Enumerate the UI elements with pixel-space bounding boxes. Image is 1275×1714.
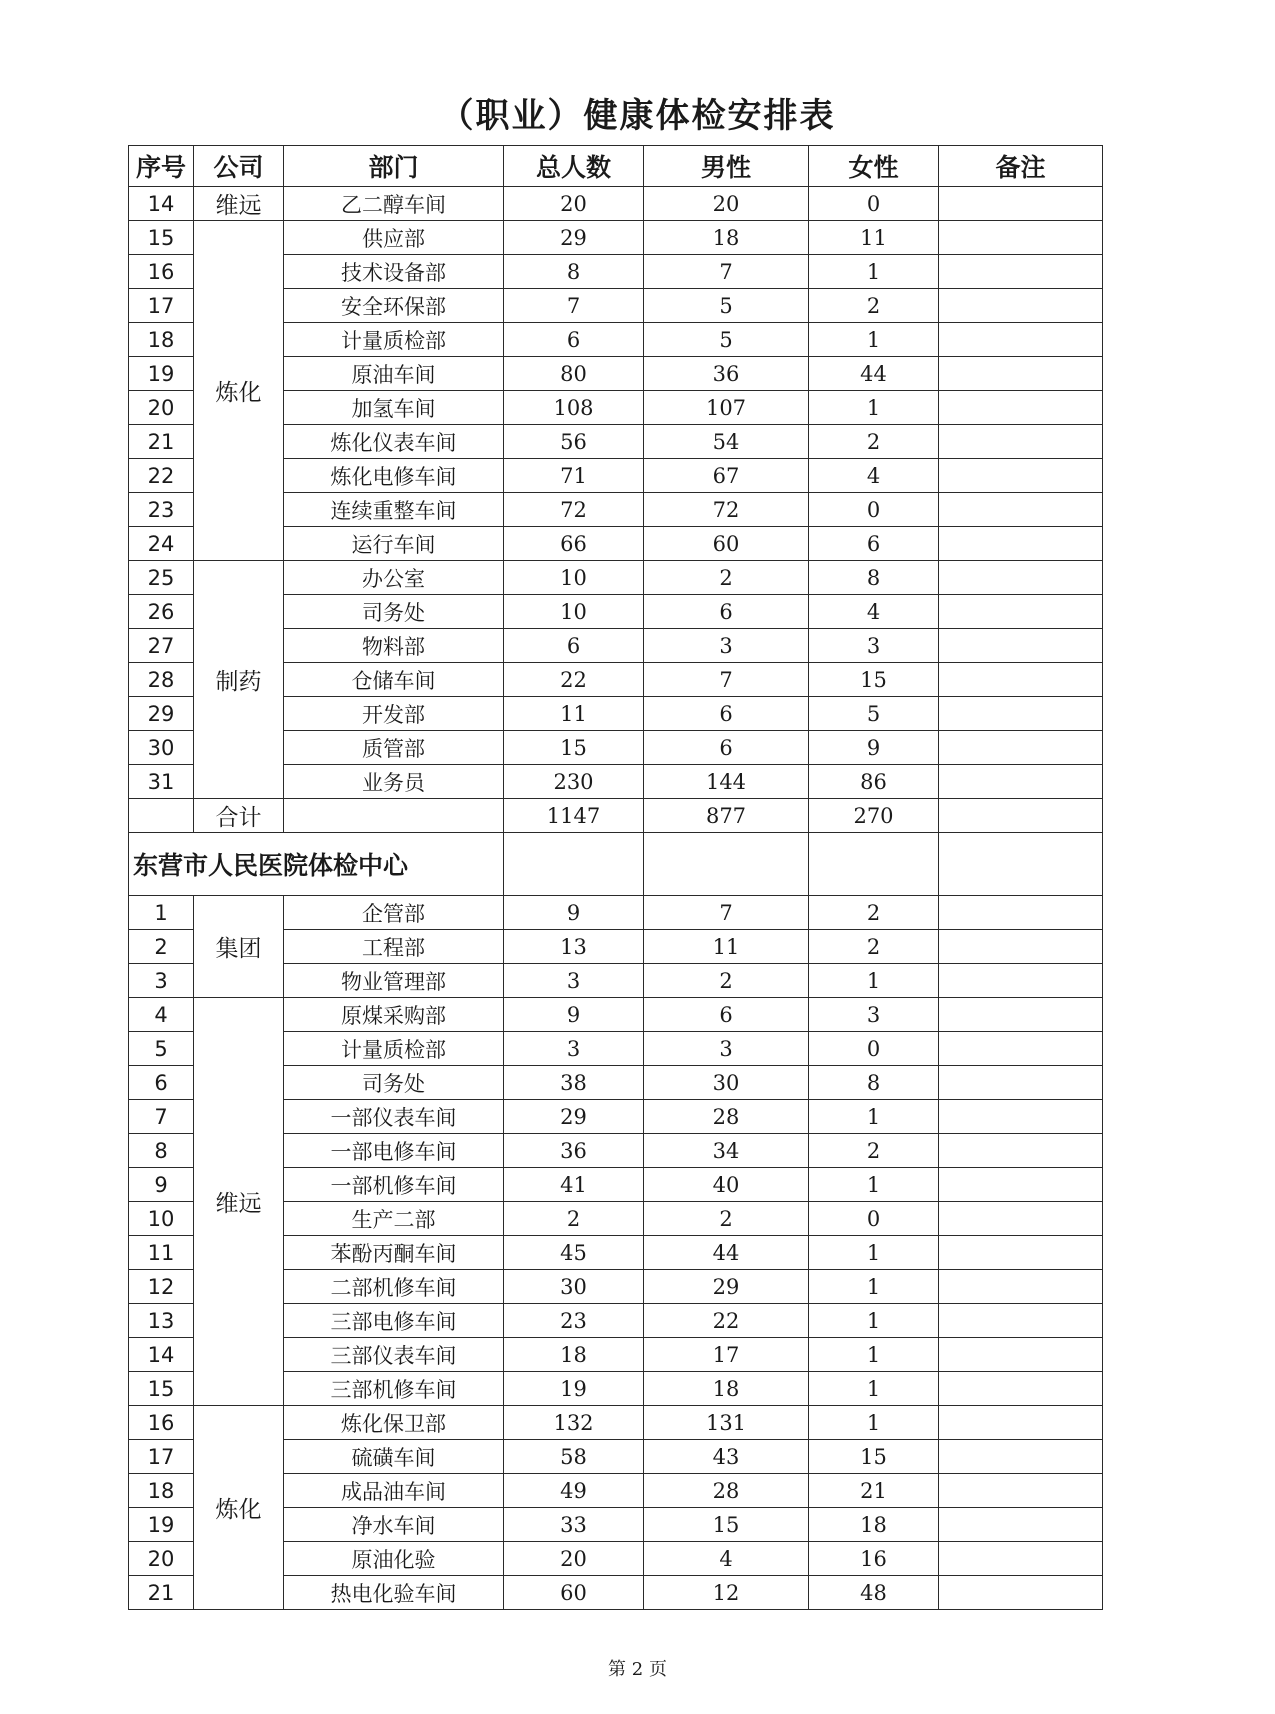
header-dept: 部门 [284, 146, 504, 187]
row-male: 72 [644, 493, 809, 527]
row-dept: 原煤采购部 [284, 998, 504, 1032]
row-male: 4 [644, 1542, 809, 1576]
row-male: 6 [644, 731, 809, 765]
table-header [129, 146, 1103, 187]
row-total: 30 [504, 1270, 644, 1304]
row-male: 2 [644, 964, 809, 998]
row-total: 13 [504, 930, 644, 964]
row-total: 10 [504, 561, 644, 595]
total-dept [284, 799, 504, 833]
row-seq: 27 [129, 629, 194, 663]
row-total: 19 [504, 1372, 644, 1406]
row-female: 1 [809, 1406, 939, 1440]
row-remarks [939, 255, 1103, 289]
row-dept: 净水车间 [284, 1508, 504, 1542]
row-dept: 炼化电修车间 [284, 459, 504, 493]
row-total: 2 [504, 1202, 644, 1236]
row-female: 1 [809, 323, 939, 357]
table-row [129, 561, 1103, 595]
row-female: 48 [809, 1576, 939, 1610]
row-male: 22 [644, 1304, 809, 1338]
row-remarks [939, 1406, 1103, 1440]
row-male: 18 [644, 221, 809, 255]
row-seq: 19 [129, 357, 194, 391]
row-seq: 7 [129, 1100, 194, 1134]
row-remarks [939, 221, 1103, 255]
row-male: 17 [644, 1338, 809, 1372]
row-seq: 25 [129, 561, 194, 595]
row-male: 12 [644, 1576, 809, 1610]
row-dept: 成品油车间 [284, 1474, 504, 1508]
row-dept: 运行车间 [284, 527, 504, 561]
row-dept: 开发部 [284, 697, 504, 731]
row-seq: 12 [129, 1270, 194, 1304]
row-remarks [939, 765, 1103, 799]
row-remarks [939, 425, 1103, 459]
row-female: 11 [809, 221, 939, 255]
total-label: 合计 [194, 799, 284, 833]
row-female: 86 [809, 765, 939, 799]
row-seq: 30 [129, 731, 194, 765]
row-dept: 物料部 [284, 629, 504, 663]
row-female: 0 [809, 493, 939, 527]
row-remarks [939, 1032, 1103, 1066]
row-remarks [939, 527, 1103, 561]
row-male: 7 [644, 255, 809, 289]
row-remarks [939, 459, 1103, 493]
row-remarks [939, 1236, 1103, 1270]
row-male: 28 [644, 1474, 809, 1508]
row-total: 49 [504, 1474, 644, 1508]
row-female: 15 [809, 663, 939, 697]
row-total: 6 [504, 323, 644, 357]
row-total: 80 [504, 357, 644, 391]
row-total: 9 [504, 998, 644, 1032]
row-dept: 供应部 [284, 221, 504, 255]
row-remarks [939, 1542, 1103, 1576]
row-seq: 21 [129, 1576, 194, 1610]
row-total: 38 [504, 1066, 644, 1100]
row-remarks [939, 930, 1103, 964]
row-total: 18 [504, 1338, 644, 1372]
row-female: 5 [809, 697, 939, 731]
row-seq: 8 [129, 1134, 194, 1168]
row-female: 9 [809, 731, 939, 765]
row-remarks [939, 697, 1103, 731]
row-total: 11 [504, 697, 644, 731]
row-total: 20 [504, 1542, 644, 1576]
row-female: 1 [809, 391, 939, 425]
section-cell [809, 833, 939, 896]
row-dept: 一部机修车间 [284, 1168, 504, 1202]
row-remarks [939, 1338, 1103, 1372]
row-total: 56 [504, 425, 644, 459]
row-total: 22 [504, 663, 644, 697]
row-total: 3 [504, 1032, 644, 1066]
header-total: 总人数 [504, 146, 644, 187]
row-male: 36 [644, 357, 809, 391]
row-male: 6 [644, 998, 809, 1032]
total-female: 270 [809, 799, 939, 833]
row-company: 维远 [194, 187, 284, 221]
row-company: 集团 [194, 896, 284, 998]
row-company: 制药 [194, 561, 284, 799]
table-row [129, 1406, 1103, 1440]
row-remarks [939, 1508, 1103, 1542]
section-cell [504, 833, 644, 896]
row-total: 15 [504, 731, 644, 765]
row-seq: 17 [129, 1440, 194, 1474]
row-dept: 一部仪表车间 [284, 1100, 504, 1134]
row-male: 54 [644, 425, 809, 459]
row-seq: 14 [129, 187, 194, 221]
row-dept: 物业管理部 [284, 964, 504, 998]
row-male: 107 [644, 391, 809, 425]
row-female: 2 [809, 930, 939, 964]
row-dept: 司务处 [284, 595, 504, 629]
row-seq: 4 [129, 998, 194, 1032]
row-remarks [939, 1134, 1103, 1168]
row-male: 15 [644, 1508, 809, 1542]
row-remarks [939, 663, 1103, 697]
row-female: 4 [809, 595, 939, 629]
row-female: 6 [809, 527, 939, 561]
row-company: 炼化 [194, 221, 284, 561]
row-remarks [939, 896, 1103, 930]
row-dept: 三部电修车间 [284, 1304, 504, 1338]
row-dept: 计量质检部 [284, 1032, 504, 1066]
row-seq: 6 [129, 1066, 194, 1100]
header-company: 公司 [194, 146, 284, 187]
row-remarks [939, 561, 1103, 595]
row-male: 6 [644, 697, 809, 731]
row-remarks [939, 1270, 1103, 1304]
row-female: 16 [809, 1542, 939, 1576]
row-remarks [939, 1100, 1103, 1134]
row-total: 29 [504, 221, 644, 255]
row-male: 18 [644, 1372, 809, 1406]
header-seq: 序号 [129, 146, 194, 187]
row-dept: 炼化保卫部 [284, 1406, 504, 1440]
row-dept: 质管部 [284, 731, 504, 765]
row-dept: 工程部 [284, 930, 504, 964]
row-seq: 10 [129, 1202, 194, 1236]
row-total: 108 [504, 391, 644, 425]
row-male: 2 [644, 561, 809, 595]
row-male: 3 [644, 1032, 809, 1066]
row-female: 3 [809, 998, 939, 1032]
row-dept: 原油化验 [284, 1542, 504, 1576]
row-seq: 17 [129, 289, 194, 323]
row-total: 3 [504, 964, 644, 998]
row-total: 36 [504, 1134, 644, 1168]
table-summary [129, 799, 1103, 896]
section-cell [644, 833, 809, 896]
row-seq: 3 [129, 964, 194, 998]
row-remarks [939, 323, 1103, 357]
row-female: 8 [809, 1066, 939, 1100]
row-dept: 技术设备部 [284, 255, 504, 289]
table-row [129, 998, 1103, 1032]
row-total: 8 [504, 255, 644, 289]
row-company: 炼化 [194, 1406, 284, 1610]
row-total: 10 [504, 595, 644, 629]
row-seq: 23 [129, 493, 194, 527]
row-remarks [939, 1576, 1103, 1610]
row-male: 3 [644, 629, 809, 663]
row-total: 7 [504, 289, 644, 323]
row-female: 1 [809, 1338, 939, 1372]
row-female: 1 [809, 964, 939, 998]
row-total: 23 [504, 1304, 644, 1338]
row-seq: 15 [129, 221, 194, 255]
section-title: 东营市人民医院体检中心 [129, 833, 504, 896]
page-footer: 第 2 页 [608, 1659, 667, 1680]
row-remarks [939, 998, 1103, 1032]
row-female: 8 [809, 561, 939, 595]
row-female: 1 [809, 1270, 939, 1304]
row-dept: 企管部 [284, 896, 504, 930]
row-total: 60 [504, 1576, 644, 1610]
row-seq: 2 [129, 930, 194, 964]
row-remarks [939, 629, 1103, 663]
row-male: 40 [644, 1168, 809, 1202]
row-seq: 31 [129, 765, 194, 799]
row-female: 3 [809, 629, 939, 663]
row-dept: 苯酚丙酮车间 [284, 1236, 504, 1270]
row-total: 230 [504, 765, 644, 799]
row-female: 2 [809, 289, 939, 323]
row-seq: 9 [129, 1168, 194, 1202]
row-female: 44 [809, 357, 939, 391]
row-dept: 仓储车间 [284, 663, 504, 697]
row-seq: 16 [129, 1406, 194, 1440]
row-remarks [939, 1474, 1103, 1508]
total-male: 877 [644, 799, 809, 833]
row-seq: 20 [129, 391, 194, 425]
row-dept: 一部电修车间 [284, 1134, 504, 1168]
row-seq: 24 [129, 527, 194, 561]
section-cell [939, 833, 1103, 896]
row-total: 20 [504, 187, 644, 221]
row-seq: 5 [129, 1032, 194, 1066]
schedule-table [128, 145, 1103, 1610]
row-seq: 14 [129, 1338, 194, 1372]
row-company: 维远 [194, 998, 284, 1406]
row-female: 15 [809, 1440, 939, 1474]
row-female: 0 [809, 187, 939, 221]
row-total: 72 [504, 493, 644, 527]
row-remarks [939, 1202, 1103, 1236]
row-male: 29 [644, 1270, 809, 1304]
table-body-part2 [129, 896, 1103, 1610]
row-dept: 连续重整车间 [284, 493, 504, 527]
total-row [129, 799, 1103, 833]
row-total: 58 [504, 1440, 644, 1474]
row-dept: 计量质检部 [284, 323, 504, 357]
row-seq: 21 [129, 425, 194, 459]
row-female: 18 [809, 1508, 939, 1542]
row-female: 2 [809, 425, 939, 459]
table-body-part1 [129, 187, 1103, 799]
row-remarks [939, 1168, 1103, 1202]
row-total: 132 [504, 1406, 644, 1440]
row-female: 0 [809, 1202, 939, 1236]
table-row [129, 896, 1103, 930]
row-remarks [939, 187, 1103, 221]
page-title: （职业）健康体检安排表 [439, 96, 836, 136]
row-male: 11 [644, 930, 809, 964]
row-seq: 26 [129, 595, 194, 629]
row-male: 67 [644, 459, 809, 493]
row-seq: 1 [129, 896, 194, 930]
row-male: 6 [644, 595, 809, 629]
row-remarks [939, 391, 1103, 425]
row-seq: 18 [129, 1474, 194, 1508]
row-male: 44 [644, 1236, 809, 1270]
row-female: 1 [809, 1236, 939, 1270]
row-seq: 20 [129, 1542, 194, 1576]
row-male: 34 [644, 1134, 809, 1168]
row-dept: 安全环保部 [284, 289, 504, 323]
row-female: 0 [809, 1032, 939, 1066]
row-male: 43 [644, 1440, 809, 1474]
row-dept: 乙二醇车间 [284, 187, 504, 221]
row-male: 5 [644, 323, 809, 357]
row-dept: 加氢车间 [284, 391, 504, 425]
table-row [129, 187, 1103, 221]
row-male: 2 [644, 1202, 809, 1236]
row-seq: 18 [129, 323, 194, 357]
row-female: 4 [809, 459, 939, 493]
row-remarks [939, 731, 1103, 765]
row-male: 144 [644, 765, 809, 799]
row-total: 41 [504, 1168, 644, 1202]
row-remarks [939, 595, 1103, 629]
row-total: 33 [504, 1508, 644, 1542]
row-seq: 13 [129, 1304, 194, 1338]
section-row [129, 833, 1103, 896]
row-male: 28 [644, 1100, 809, 1134]
row-male: 20 [644, 187, 809, 221]
row-total: 29 [504, 1100, 644, 1134]
row-female: 1 [809, 1304, 939, 1338]
row-total: 45 [504, 1236, 644, 1270]
row-remarks [939, 1372, 1103, 1406]
header-female: 女性 [809, 146, 939, 187]
row-male: 7 [644, 896, 809, 930]
row-dept: 司务处 [284, 1066, 504, 1100]
row-female: 2 [809, 896, 939, 930]
row-total: 6 [504, 629, 644, 663]
row-dept: 原油车间 [284, 357, 504, 391]
row-male: 30 [644, 1066, 809, 1100]
row-seq: 22 [129, 459, 194, 493]
row-dept: 业务员 [284, 765, 504, 799]
row-female: 1 [809, 1168, 939, 1202]
row-remarks [939, 357, 1103, 391]
row-male: 60 [644, 527, 809, 561]
row-dept: 生产二部 [284, 1202, 504, 1236]
total-seq [129, 799, 194, 833]
table-row [129, 221, 1103, 255]
row-remarks [939, 964, 1103, 998]
row-dept: 硫磺车间 [284, 1440, 504, 1474]
row-remarks [939, 1066, 1103, 1100]
row-seq: 11 [129, 1236, 194, 1270]
header-remarks: 备注 [939, 146, 1103, 187]
row-remarks [939, 1440, 1103, 1474]
row-total: 71 [504, 459, 644, 493]
row-seq: 16 [129, 255, 194, 289]
row-female: 1 [809, 1372, 939, 1406]
row-male: 131 [644, 1406, 809, 1440]
row-dept: 三部仪表车间 [284, 1338, 504, 1372]
header-male: 男性 [644, 146, 809, 187]
row-remarks [939, 493, 1103, 527]
row-dept: 办公室 [284, 561, 504, 595]
row-dept: 热电化验车间 [284, 1576, 504, 1610]
row-seq: 28 [129, 663, 194, 697]
row-female: 2 [809, 1134, 939, 1168]
row-female: 1 [809, 1100, 939, 1134]
row-female: 1 [809, 255, 939, 289]
row-female: 21 [809, 1474, 939, 1508]
row-dept: 三部机修车间 [284, 1372, 504, 1406]
total-remarks [939, 799, 1103, 833]
row-male: 7 [644, 663, 809, 697]
total-sum: 1147 [504, 799, 644, 833]
row-seq: 29 [129, 697, 194, 731]
row-remarks [939, 1304, 1103, 1338]
row-seq: 19 [129, 1508, 194, 1542]
row-dept: 二部机修车间 [284, 1270, 504, 1304]
row-total: 66 [504, 527, 644, 561]
row-remarks [939, 289, 1103, 323]
row-total: 9 [504, 896, 644, 930]
row-dept: 炼化仪表车间 [284, 425, 504, 459]
row-seq: 15 [129, 1372, 194, 1406]
row-male: 5 [644, 289, 809, 323]
